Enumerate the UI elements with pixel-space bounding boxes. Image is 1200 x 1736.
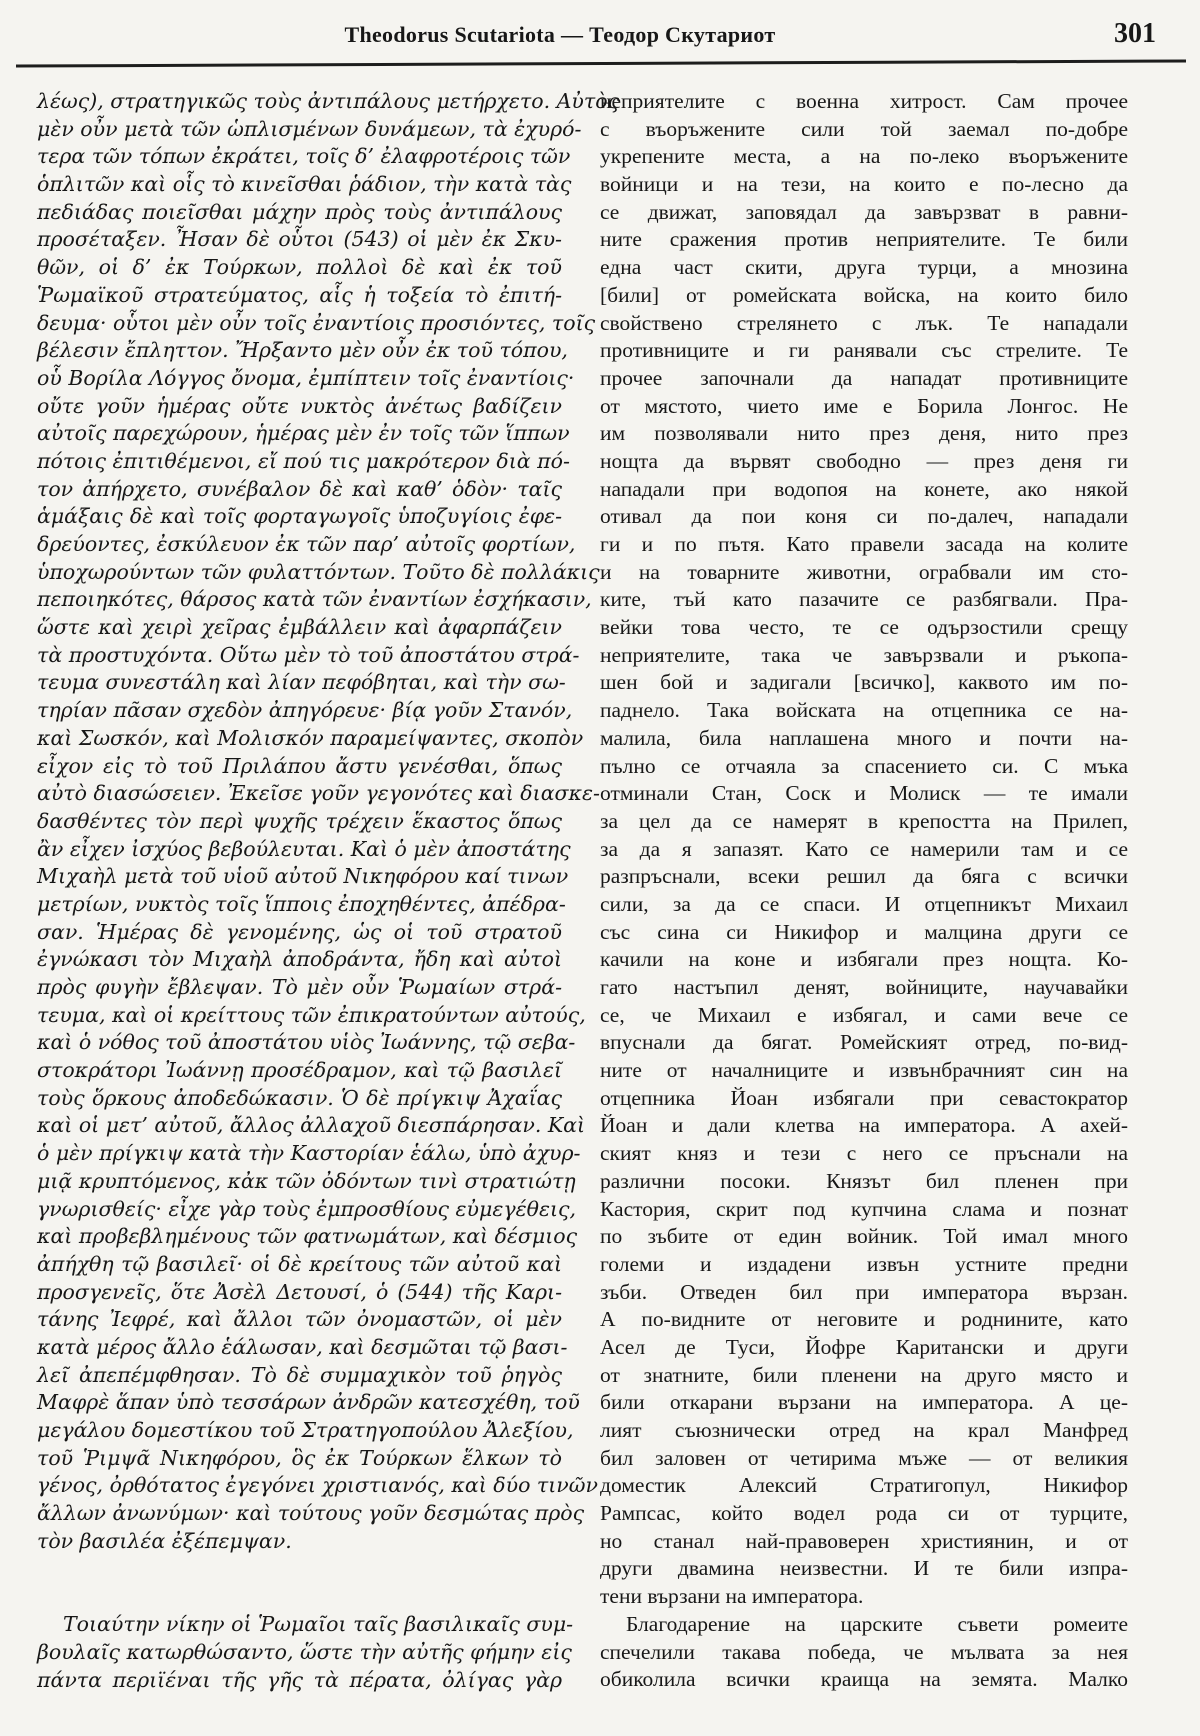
text-line: τάνης Ἰεφρέ, καὶ ἄλλοι τῶν ὀνομαστῶν, οἱ μὲν <box>37 1307 562 1332</box>
text-line: пълно се отчаяла за спасението си. С мъка <box>600 753 1128 778</box>
paragraph <box>37 88 620 1555</box>
text-line: προσγενεῖς, ὅτε Ἀσὲλ Δετουσί, ὁ (544) τῆς Καρι- <box>37 1279 562 1304</box>
text-line: ните сражения против неприятелите. Те били <box>600 227 1128 252</box>
text-line: ἁμάξαις δὲ καὶ τοῖς φορταγωγοῖς ὑποζυγίοις ἐφε- <box>37 504 562 529</box>
text-line: τὰ προστυχόντα. Οὕτω μὲν τὸ τοῦ ἀποστάτου στρά- <box>37 642 580 667</box>
text-line: войници и на тези, на които е по-лесно да <box>600 172 1128 197</box>
text-line: οὔτε γοῦν ἡμέρας οὔτε νυκτὸς ἀνέτως βαδίζειν <box>37 393 562 418</box>
text-line: ките, тъй като пазачите се разбягвали. Пра- <box>600 587 1128 612</box>
text-line: вейки това често, те се одързостили срещу <box>600 615 1128 640</box>
text-line: една част скити, друга турци, а мнозина <box>600 255 1128 280</box>
paragraph <box>600 88 1128 1611</box>
text-line: γένος, ὀρθότατος ἐγεγόνει χριστιανός, καὶ δύο τινῶν <box>37 1473 598 1498</box>
text-line: по зъбите от един войник. Той имал много <box>600 1224 1128 1249</box>
text-line: καὶ ὁ νόθος τοῦ ἀποστάτου υἱὸς Ἰωάννης, τῷ σεβα- <box>37 1030 576 1055</box>
text-line: от знатните, били пленени на друго място и <box>600 1362 1128 1387</box>
running-head-title: Theodorus Scutariota — Теодор Скутариот <box>344 22 776 47</box>
paragraph <box>37 1611 574 1694</box>
text-line: шен бой и задигали [всичко], каквото им по- <box>600 670 1128 695</box>
text-line: στοκράτορι Ἰωάννῃ προσέδραμον, καὶ τῷ βασιλεῖ <box>37 1058 562 1083</box>
text-line: други двамина неизвестни. И те били изпра- <box>600 1556 1128 1581</box>
header-rule <box>16 59 1186 67</box>
text-line: βουλαῖς κατωρθώσαντο, ὥστε τὴν αὐτῆς φήμην εἰς <box>37 1640 572 1665</box>
text-line: μεγάλου δομεστίκου τοῦ Στρατηγοπούλου Ἀλεξίου, <box>37 1418 574 1442</box>
text-line: τὸν βασιλέα ἐξέπεμψαν. <box>37 1528 292 1553</box>
text-line: τευμα συνεστάλη καὶ λίαν πεφόβηται, καὶ τὴν σω- <box>37 670 566 695</box>
text-line: ският княз и тези с него се пръснали на <box>600 1141 1128 1166</box>
text-line: различни посоки. Князът бил пленен при <box>600 1168 1128 1193</box>
text-line: свойствено стрелянето с лък. Те нападали <box>600 310 1128 335</box>
text-line: противниците и ги ранявали със стрелите. Те <box>600 338 1128 363</box>
text-line: προσέταξεν. Ἦσαν δὲ οὗτοι (543) οἱ μὲν ἐκ Σκυ- <box>37 227 562 252</box>
text-line: укрепените места, а на по-леко въоръжените <box>600 144 1128 169</box>
text-line: зъби. Отведен бил при императора вързан. <box>600 1279 1128 1304</box>
greek-source-column <box>37 88 620 1695</box>
text-line: ните от началниците и извънбрачният син на <box>600 1058 1128 1083</box>
text-line: бил заловен от четирима мъже — от великия <box>600 1445 1128 1470</box>
text-line: отминали Стан, Соск и Молиск — те имали <box>600 781 1128 806</box>
text-line: [били] от ромейската войска, на които било <box>600 282 1128 307</box>
text-line: разпръснали, всеки решил да бяга с всички <box>600 864 1128 889</box>
text-line: ἐγνώκασι τὸν Μιχαὴλ ἀποδράντα, ἤδη καὶ αὐτοὶ <box>37 947 562 972</box>
text-line: отивал да пои коня си по-далеч, нападали <box>600 504 1128 529</box>
text-line: Ῥωμαϊκοῦ στρατεύματος, αἷς ἡ τοξεία τὸ ἐπιτή- <box>37 282 562 307</box>
text-line: μετρίων, νυκτὸς τοῖς ἵπποις ἐποχηθέντες, ἀπέδρα- <box>37 891 566 916</box>
paragraph <box>600 1611 1128 1694</box>
text-line: малила, била наплашена много и почти на- <box>600 725 1128 750</box>
text-line: отцепника Йоан избягали при севастократор <box>600 1085 1128 1110</box>
text-line: τευμα, καὶ οἱ κρείττους τῶν ἐπικρατούντων αὐτούς, <box>37 1002 586 1027</box>
text-line: тени вързани на императора. <box>600 1584 864 1609</box>
text-line: се, че Михаил е избягал, и сами вече се <box>600 1002 1128 1027</box>
text-line: μὲν οὖν μετὰ τῶν ὡπλισμένων δυνάμεων, τὰ ἐχυρό- <box>37 116 582 141</box>
text-line: ги и по пътя. Като правели засада на колите <box>600 532 1128 556</box>
text-line: се движат, заповядал да завързват в равни- <box>600 199 1128 224</box>
text-line: πρὸς φυγὴν ἔβλεψαν. Τὸ μὲν οὖν Ῥωμαίων στρά- <box>37 975 562 999</box>
text-line: Рампсас, който водел рода си от турците, <box>600 1501 1128 1526</box>
text-line: Асел де Туси, Йофре Каритански и други <box>600 1334 1128 1359</box>
text-line: τηρίαν πᾶσαν σχεδὸν ἀπηγόρευε· βίᾳ γοῦν Στανόν, <box>37 698 573 723</box>
text-line: οὗ Βορίλα Λόγγος ὄνομα, ἐμπίπτειν τοῖς ἐναντίοις· <box>37 365 575 390</box>
text-line: γνωρισθείς· εἶχε γὰρ τοὺς ἐμπροσθίους εὐμεγέθεις, <box>37 1196 576 1221</box>
text-line: τοὺς ὅρκους ἀποδεδώκασιν. Ὁ δὲ πρίγκιψ Ἀχαΐας <box>37 1085 562 1110</box>
text-line: ὁπλιτῶν καὶ οἷς τὸ κινεῖσθαι ῥάδιον, τὴν κατὰ τὰς <box>37 172 572 197</box>
text-line: с въоръжените сили той заемал по-добре <box>600 116 1128 141</box>
text-line: ὑποχωρούντων τῶν φυλαττόντων. Τοῦτο δὲ πολλάκις <box>37 559 600 584</box>
text-line: Йоан и дали клетва на императора. А ахей- <box>600 1113 1128 1138</box>
text-line: βέλεσιν ἔπληττον. Ἤρξαντο μὲν οὖν ἐκ τοῦ τόπου, <box>37 338 568 363</box>
text-line: със сина си Никифор и малцина други се <box>600 919 1128 944</box>
text-line: Μαφρὲ ἅπαν ὑπὸ τεσσάρων ἀνδρῶν κατεσχέθη, τοῦ <box>37 1390 580 1415</box>
text-line: били откарани вързани на императора. А це- <box>600 1390 1128 1415</box>
text-line: δευμα· οὗτοι μὲν οὖν τοῖς ἐναντίοις προσιόντες, τοῖς <box>37 310 596 335</box>
text-line: καὶ Σωσκόν, καὶ Μολισκόν παραμείψαντες, σκοπὸν <box>37 725 584 750</box>
text-line: сили, за да се спаси. И отцепникът Михаил <box>600 891 1128 916</box>
text-line: Кастория, скрит под купчина слама и познат <box>600 1196 1128 1221</box>
text-line: им позволявали нито през деня, нито през <box>600 421 1128 446</box>
text-line: αὐτοῖς παρεχώρουν, ἡμέρας μὲν ἐν τοῖς τῶν ἵππων <box>37 421 570 446</box>
text-line: за цел да се намерят в крепостта на Прилеп, <box>600 808 1128 833</box>
text-line: обиколила всички краища на земята. Малко <box>600 1667 1128 1692</box>
text-line: ἄλλων ἀνωνύμων· καὶ τούτους γοῦν δεσμώτας πρὸς <box>37 1501 585 1526</box>
text-line: ὥστε καὶ χειρὶ χεῖρας ἐμβάλλειν καὶ ἀφαρπάζειν <box>37 615 562 640</box>
text-line: от мястото, чието име е Борила Лонгос. Не <box>600 393 1128 418</box>
bulgarian-translation-column <box>600 88 1128 1695</box>
text-line: πάντα περιϊέναι τῆς γῆς τὰ πέρατα, ὀλίγας γὰρ <box>37 1667 562 1692</box>
text-line: δασθέντες τὸν περὶ ψυχῆς τρέχειν ἕκαστος ὅπως <box>37 808 562 833</box>
text-line: αὐτὸ διασώσειεν. Ἐκεῖσε γοῦν γεγονότες καὶ διασκε- <box>37 781 600 806</box>
text-line: нападали при водопоя на конете, ако някой <box>600 476 1128 501</box>
text-line: лият съюзнически отред на крал Манфред <box>600 1418 1128 1442</box>
text-line: τερα τῶν τόπων ἐκράτει, τοῖς δ’ ἐλαφροτέροις τῶν <box>37 144 571 169</box>
text-line: ἂν εἶχεν ἰσχύος βεβούλευται. Καὶ ὁ μὲν ἀποστάτης <box>37 836 571 861</box>
text-line: λεῖ ἀπεπέμφθησαν. Τὸ δὲ συμμαχικὸν τοῦ ῥηγὸς <box>37 1362 562 1387</box>
text-line: τον ἀπήρχετο, συνέβαλον δὲ καὶ καθ’ ὁδὸν· ταῖς <box>37 476 562 501</box>
text-line: но станал най-правоверен християнин, и от <box>600 1528 1128 1553</box>
text-line: καὶ προβεβλημένους τῶν φατνωμάτων, καὶ δέσμιος <box>37 1224 578 1249</box>
page-number: 301 <box>1114 18 1156 49</box>
text-line: гато настъпил денят, войниците, научавайки <box>600 975 1128 999</box>
text-line: λέως), στρατηγικῶς τοὺς ἀντιπάλους μετήρχετο. Αὐτὸς <box>37 89 620 113</box>
text-line: καὶ οἱ μετ’ αὐτοῦ, ἄλλος ἀλλαχοῦ διεσπάρησαν. Καὶ <box>37 1113 586 1138</box>
text-line: πότοις ἐπιτιθέμενοι, εἴ πού τις μακρότερον διὰ πό- <box>37 448 570 473</box>
text-line: Благодарение на царските съвети ромеите <box>626 1611 1128 1636</box>
text-line: прочее започнали да нападат противниците <box>600 365 1128 390</box>
page-header <box>0 20 1200 60</box>
text-line: ὁ μὲν πρίγκιψ κατὰ τὴν Καστορίαν ἑάλω, ὑπὸ ἀχυρ- <box>37 1141 581 1166</box>
text-line: неприятелите, така че завързвали и ръкопа- <box>600 642 1128 667</box>
text-line: впуснали да бягат. Ромейският отред, по-вид- <box>600 1030 1128 1055</box>
text-line: за да я запазят. Като се намерили там и се <box>600 836 1128 861</box>
text-line: εἶχον εἰς τὸ τοῦ Πριλάπου ἄστυ γενέσθαι, ὅπως <box>37 753 562 778</box>
text-line: τοῦ Ῥιμψᾶ Νικηφόρου, ὃς ἐκ Τούρκων ἕλκων τὸ <box>37 1445 562 1470</box>
text-line: качили на коне и избягали през нощта. Ко- <box>600 947 1128 972</box>
text-line: πεδιάδας ποιεῖσθαι μάχην πρὸς τοὺς ἀντιπάλους <box>37 199 562 224</box>
text-line: μιᾷ κρυπτόμενος, κἀκ τῶν ὀδόντων τινὶ στρατιώτῃ <box>37 1168 576 1193</box>
text-line: големи и издадени извън устните предни <box>600 1251 1128 1276</box>
text-line: и на товарните животни, ограбвали им сто- <box>600 559 1128 584</box>
text-line: πεποιηκότες, θάρσος κατὰ τῶν ἐναντίων ἐσχήκασιν, <box>37 587 592 612</box>
text-line: κατὰ μέρος ἄλλο ἑάλωσαν, καὶ δεσμῶται τῷ βασι- <box>37 1334 568 1359</box>
text-line: Τοιαύτην νίκην οἱ Ῥωμαῖοι ταῖς βασιλικαῖς συμ- <box>63 1612 574 1637</box>
text-line: σαν. Ἡμέρας δὲ γενομένης, ὡς οἱ τοῦ στρατοῦ <box>37 919 562 944</box>
text-line: нощта да вървят свободно — през деня ги <box>600 448 1128 473</box>
text-line: спечелили такава победа, че мълвата за нея <box>600 1639 1128 1664</box>
text-line: доместик Алексий Стратигопул, Никифор <box>600 1473 1128 1498</box>
text-line: неприятелите с военна хитрост. Сам прочее <box>600 89 1128 113</box>
text-line: паднело. Така войската на отцепника се на- <box>600 698 1128 723</box>
text-line: ἀπήχθη τῷ βασιλεῖ· οἱ δὲ κρείτους τῶν αὐτοῦ καὶ <box>37 1251 562 1276</box>
two-column-text-area <box>37 88 1128 1695</box>
text-line: δρεύοντες, ἐσκύλευον ἐκ τῶν παρ’ αὐτοῖς φορτίων, <box>37 532 576 556</box>
text-line: θῶν, οἱ δ’ ἐκ Τούρκων, πολλοὶ δὲ καὶ ἐκ τοῦ <box>37 255 562 280</box>
text-line: А по-видните от неговите и роднините, като <box>600 1307 1128 1332</box>
text-line: Μιχαὴλ μετὰ τοῦ υἱοῦ αὐτοῦ Νικηφόρου καί τινων <box>37 864 569 889</box>
